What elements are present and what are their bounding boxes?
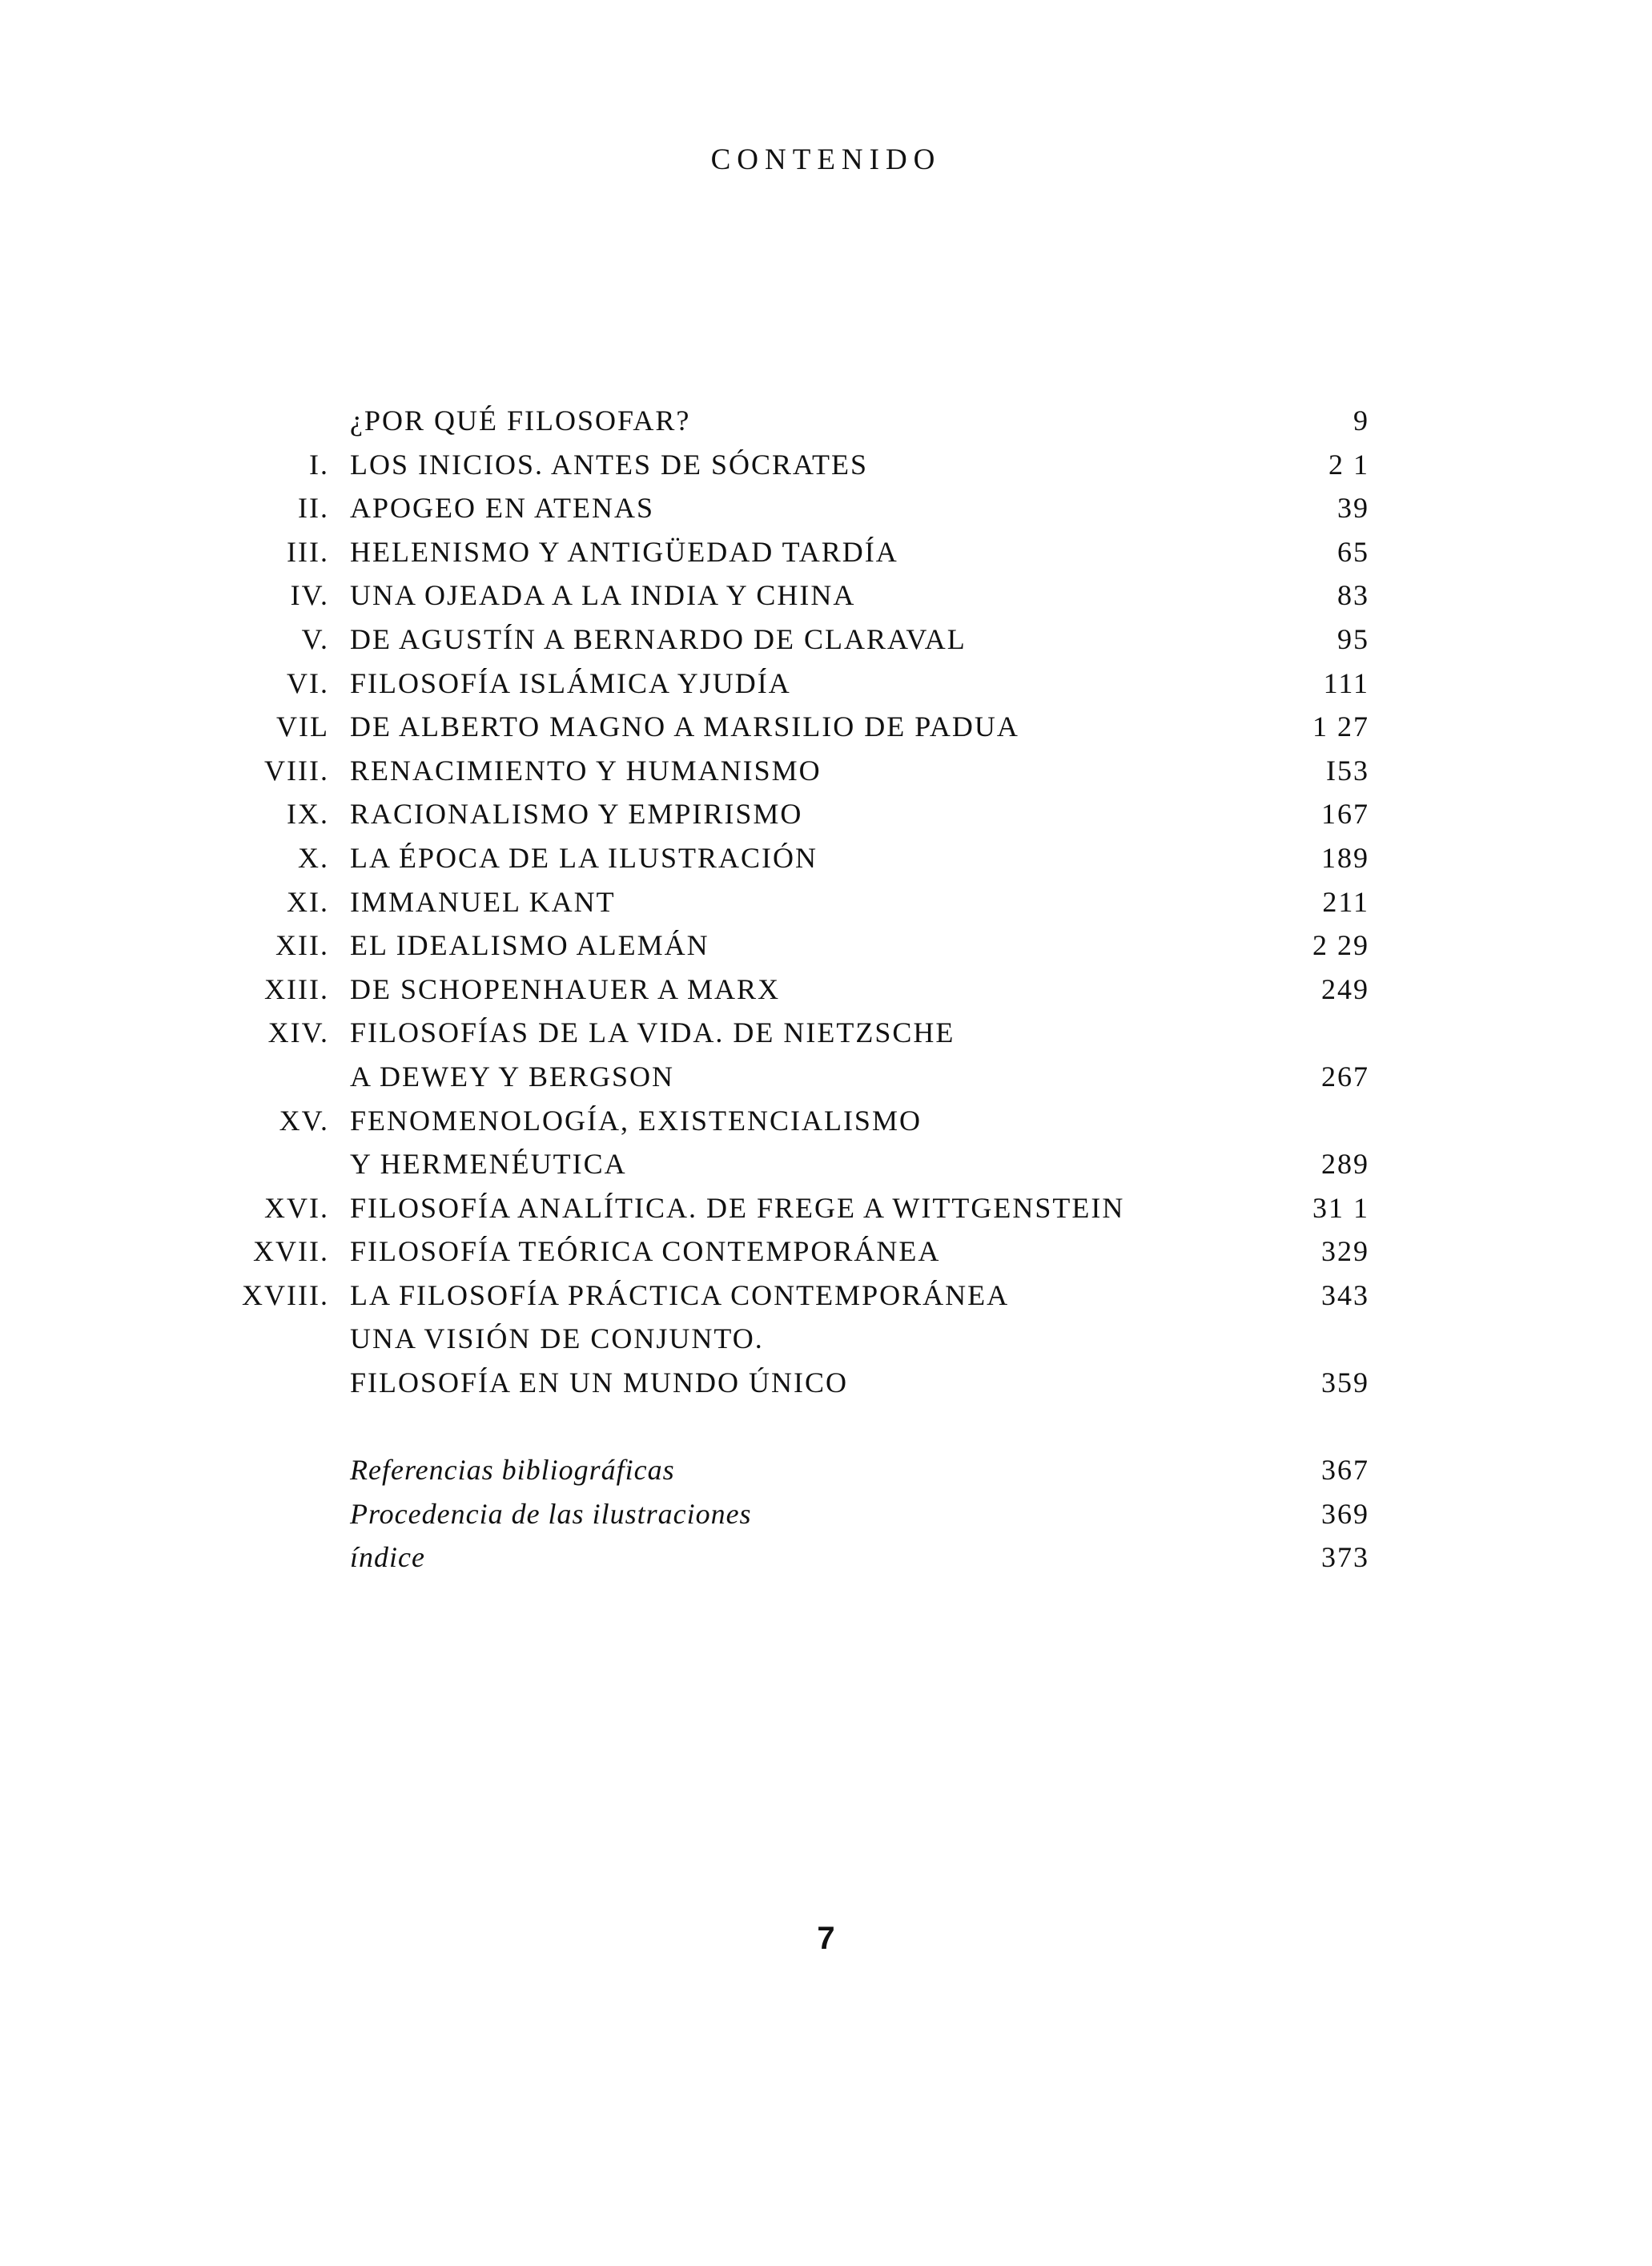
toc-entry-chapter-17[interactable] — [0, 1230, 1652, 1274]
chapter-number: XIII. — [264, 972, 329, 1005]
chapter-title: APOGEO EN ATENAS — [350, 492, 655, 525]
chapter-title: FILOSOFÍA ANALÍTICA. DE FREGE A WITTGENSTEIN — [350, 1191, 1125, 1224]
page-number: I53 — [1326, 754, 1369, 787]
toc-entry-prologue[interactable] — [0, 399, 1652, 443]
chapter-title: ¿POR QUÉ FILOSOFAR? — [350, 404, 691, 437]
toc-entry-chapter-5[interactable] — [0, 618, 1652, 662]
page-number: 189 — [1321, 841, 1369, 874]
chapter-number: XII. — [275, 929, 329, 962]
page-number: 359 — [1321, 1366, 1369, 1399]
chapter-number: XVIII. — [242, 1278, 329, 1311]
chapter-number: V. — [301, 622, 329, 655]
toc-entry-chapter-14-continued[interactable] — [0, 1055, 1652, 1099]
chapter-number: VI. — [287, 666, 329, 699]
page-number: 95 — [1337, 622, 1369, 655]
toc-entry-chapter-18[interactable] — [0, 1274, 1652, 1318]
chapter-number: XVII. — [253, 1235, 329, 1268]
toc-entry-chapter-9[interactable] — [0, 792, 1652, 836]
toc-entry-chapter-12[interactable] — [0, 924, 1652, 968]
toc-entry-chapter-2[interactable] — [0, 486, 1652, 530]
toc-entry-chapter-6[interactable] — [0, 662, 1652, 706]
toc-entry-chapter-1[interactable] — [0, 443, 1652, 487]
toc-entry-index[interactable] — [0, 1535, 1652, 1580]
chapter-title: UNA OJEADA A LA INDIA Y CHINA — [350, 579, 856, 612]
toc-entry-references[interactable] — [0, 1448, 1652, 1492]
chapter-number: XV. — [279, 1104, 329, 1137]
chapter-title: Y HERMENÉUTICA — [350, 1148, 627, 1181]
chapter-number: XVI. — [264, 1191, 329, 1224]
chapter-title: IMMANUEL KANT — [350, 885, 616, 918]
page-title: CONTENIDO — [710, 143, 942, 176]
page-number: 373 — [1321, 1541, 1369, 1574]
chapter-title: LA FILOSOFÍA PRÁCTICA CONTEMPORÁNEA — [350, 1278, 1010, 1311]
chapter-number: III. — [287, 535, 329, 568]
toc-entry-chapter-14[interactable] — [0, 1011, 1652, 1055]
chapter-number: X. — [298, 841, 329, 874]
page-number: 343 — [1321, 1278, 1369, 1311]
chapter-title: FILOSOFÍA ISLÁMICA YJUDÍA — [350, 666, 791, 699]
toc-spacer — [0, 1405, 1652, 1449]
page-number: 369 — [1321, 1497, 1369, 1530]
chapter-number: VIL — [276, 710, 329, 743]
chapter-number: I. — [309, 448, 329, 481]
page-number: 31 1 — [1312, 1191, 1369, 1224]
chapter-number: XI. — [287, 885, 329, 918]
page-number: 39 — [1337, 492, 1369, 525]
toc-entry-chapter-7[interactable] — [0, 705, 1652, 749]
chapter-title: DE ALBERTO MAGNO A MARSILIO DE PADUA — [350, 710, 1019, 743]
page-number: 289 — [1321, 1148, 1369, 1181]
toc-entry-epilogue-continued[interactable] — [0, 1361, 1652, 1405]
chapter-title: FILOSOFÍA TEÓRICA CONTEMPORÁNEA — [350, 1235, 941, 1268]
page-number: 9 — [1353, 404, 1369, 437]
toc-entry-chapter-15[interactable] — [0, 1099, 1652, 1143]
toc-entry-illustration-credits[interactable] — [0, 1492, 1652, 1536]
toc-entry-chapter-8[interactable] — [0, 749, 1652, 793]
chapter-title: DE AGUSTÍN A BERNARDO DE CLARAVAL — [350, 622, 967, 655]
page-number: 111 — [1323, 666, 1369, 699]
chapter-title: A DEWEY Y BERGSON — [350, 1060, 674, 1093]
back-matter-title: Procedencia de las ilustraciones — [350, 1497, 752, 1530]
toc-entry-chapter-13[interactable] — [0, 968, 1652, 1012]
page-folio: 7 — [817, 1921, 835, 1956]
back-matter-title: Referencias bibliográficas — [350, 1454, 675, 1487]
chapter-title: FENOMENOLOGÍA, EXISTENCIALISMO — [350, 1104, 922, 1137]
toc-entry-chapter-16[interactable] — [0, 1186, 1652, 1230]
chapter-title: LA ÉPOCA DE LA ILUSTRACIÓN — [350, 841, 818, 874]
chapter-number: IX. — [287, 798, 329, 831]
page-number: 211 — [1322, 885, 1369, 918]
page-number: 167 — [1321, 798, 1369, 831]
toc-entry-chapter-3[interactable] — [0, 530, 1652, 574]
chapter-title: RACIONALISMO Y EMPIRISMO — [350, 798, 803, 831]
page-number: 2 1 — [1328, 448, 1369, 481]
toc-entry-chapter-15-continued[interactable] — [0, 1142, 1652, 1186]
page-number: 267 — [1321, 1060, 1369, 1093]
chapter-title: DE SCHOPENHAUER A MARX — [350, 972, 781, 1005]
table-of-contents — [0, 399, 1652, 1580]
toc-entry-chapter-11[interactable] — [0, 880, 1652, 924]
toc-entry-chapter-4[interactable] — [0, 574, 1652, 618]
page-number: 83 — [1337, 579, 1369, 612]
page-number: 367 — [1321, 1454, 1369, 1487]
page-number: 65 — [1337, 535, 1369, 568]
chapter-number: XIV. — [267, 1016, 329, 1049]
chapter-title: UNA VISIÓN DE CONJUNTO. — [350, 1322, 764, 1355]
page-number: 249 — [1321, 972, 1369, 1005]
chapter-title: EL IDEALISMO ALEMÁN — [350, 929, 709, 962]
chapter-title: HELENISMO Y ANTIGÜEDAD TARDÍA — [350, 535, 898, 568]
chapter-title: FILOSOFÍA EN UN MUNDO ÚNICO — [350, 1366, 849, 1399]
chapter-title: FILOSOFÍAS DE LA VIDA. DE NIETZSCHE — [350, 1016, 955, 1049]
toc-entry-epilogue[interactable] — [0, 1317, 1652, 1361]
page-number: 2 29 — [1312, 929, 1369, 962]
chapter-number: II. — [298, 492, 329, 525]
back-matter-title: índice — [350, 1541, 425, 1574]
chapter-number: VIII. — [264, 754, 329, 787]
page-number: 329 — [1321, 1235, 1369, 1268]
chapter-title: RENACIMIENTO Y HUMANISMO — [350, 754, 822, 787]
chapter-number: IV. — [290, 579, 329, 612]
toc-entry-chapter-10[interactable] — [0, 836, 1652, 880]
chapter-title: LOS INICIOS. ANTES DE SÓCRATES — [350, 448, 869, 481]
page-number: 1 27 — [1312, 710, 1369, 743]
